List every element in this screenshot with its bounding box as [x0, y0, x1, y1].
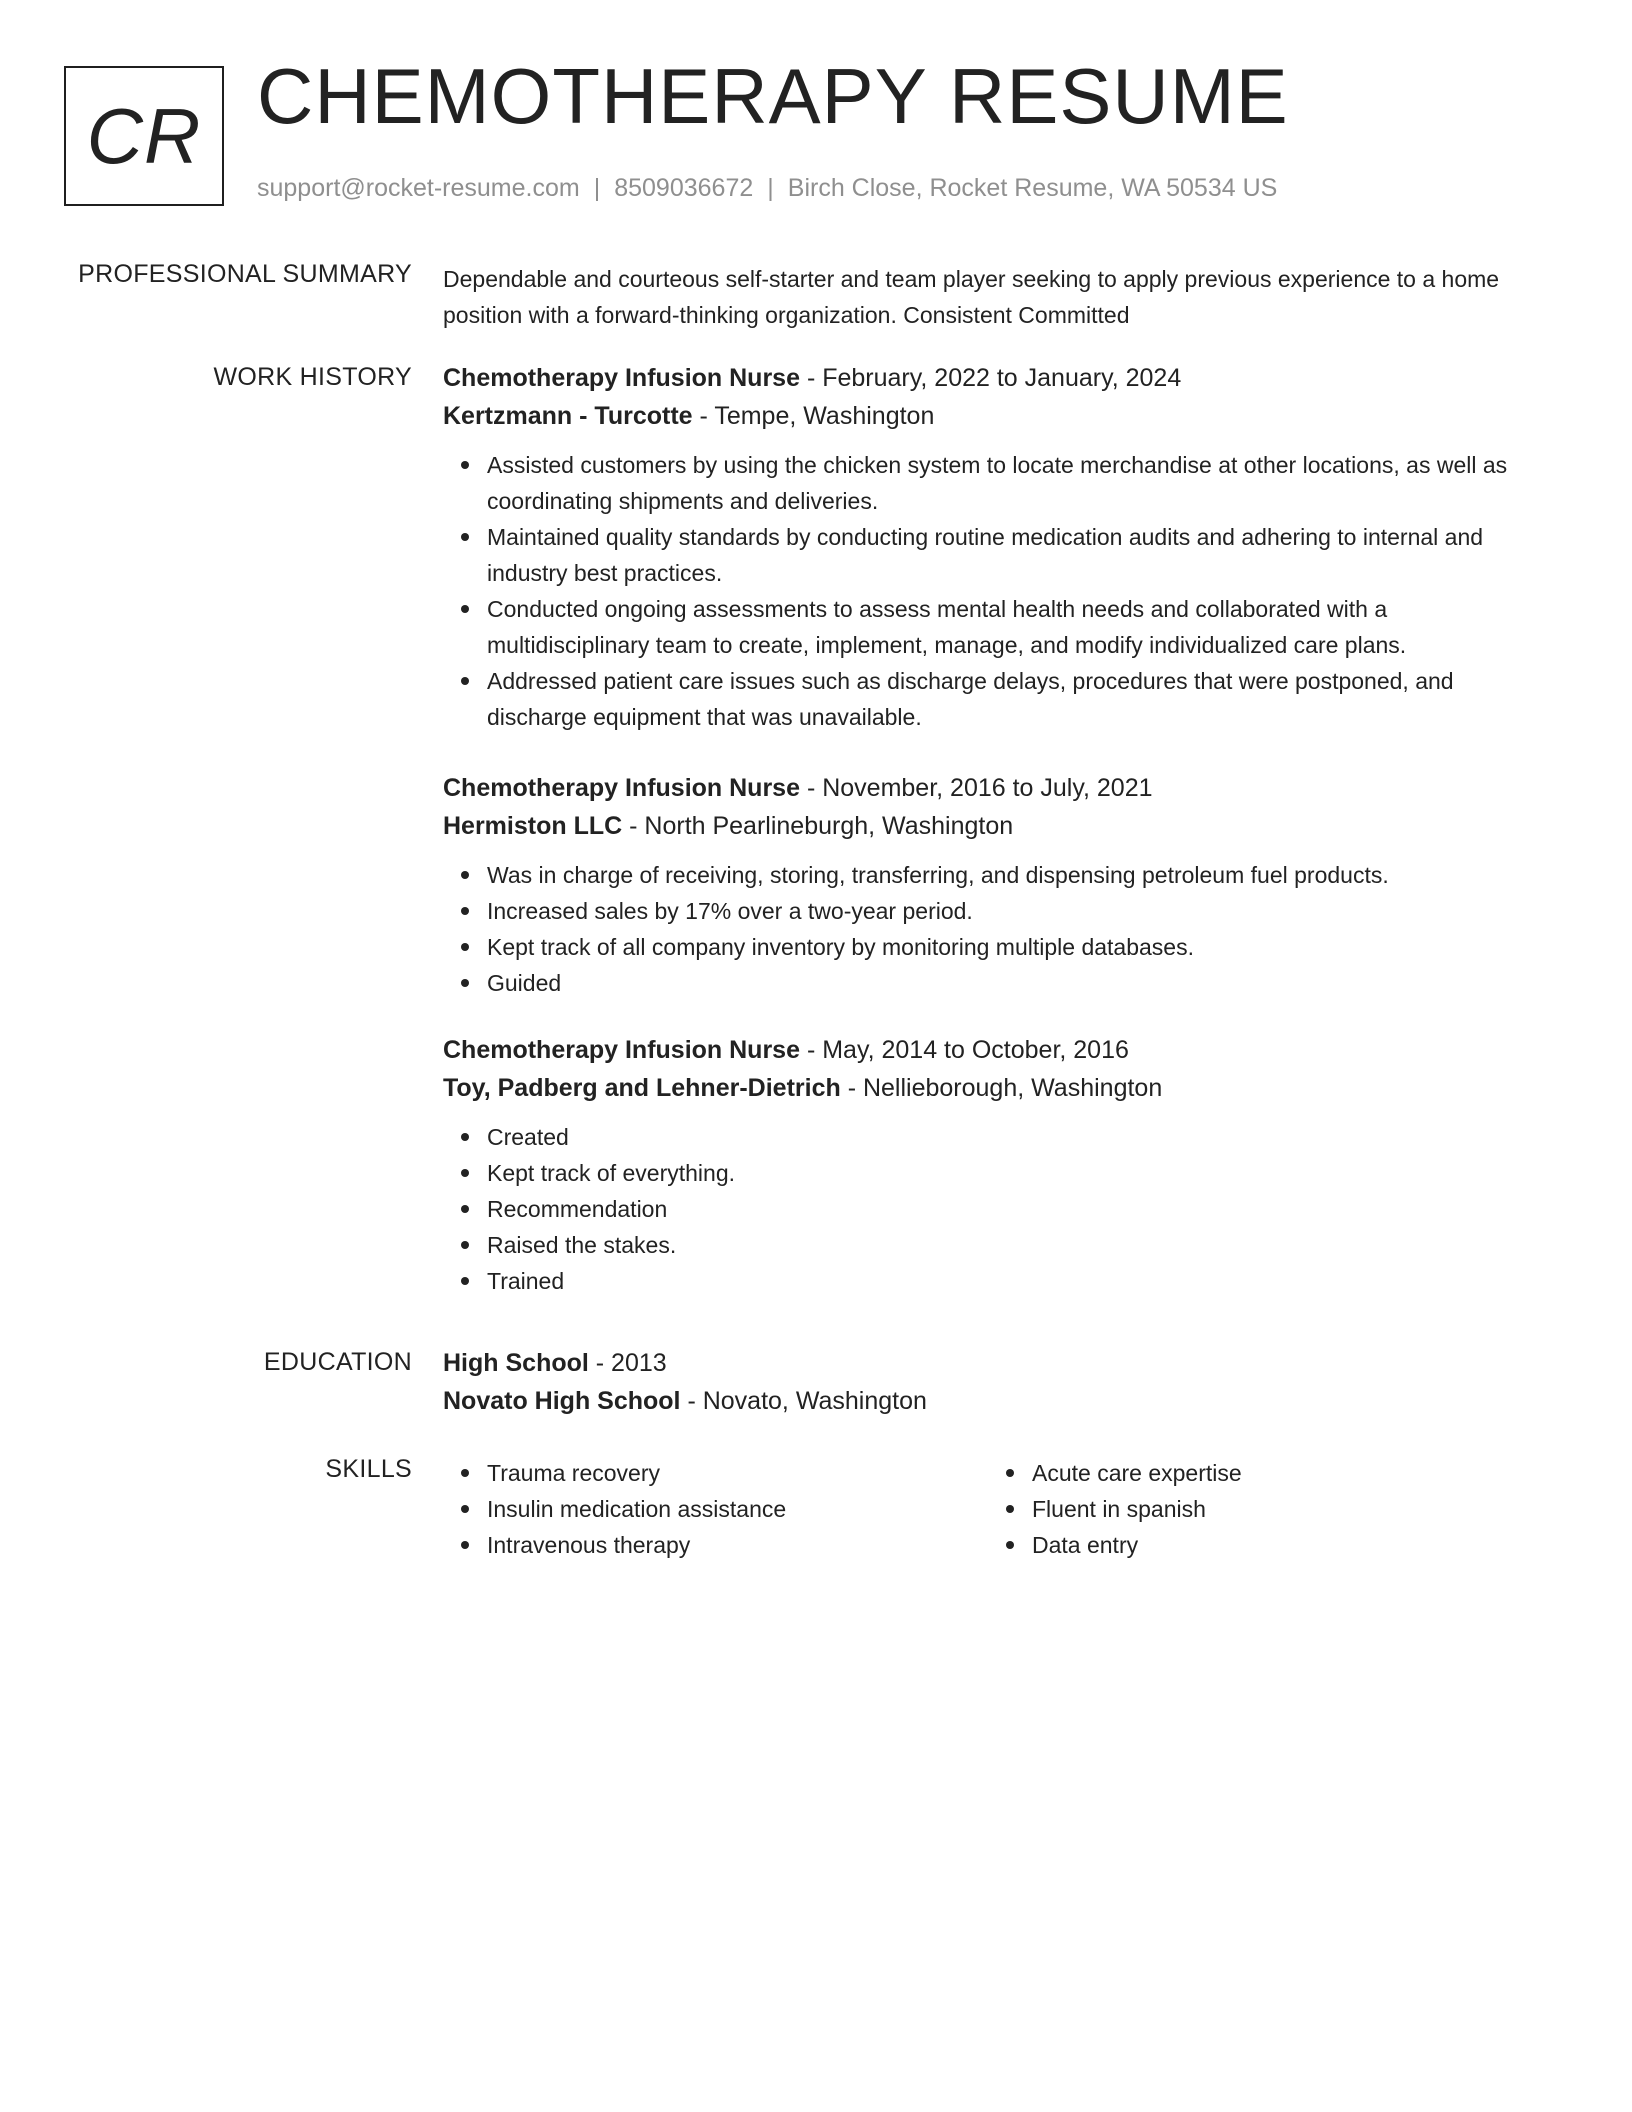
skill-item: Trauma recovery	[487, 1455, 988, 1491]
monogram-logo: CR	[64, 66, 224, 206]
skill-item: Data entry	[1032, 1527, 1528, 1563]
company-location: - Nellieborough, Washington	[840, 1074, 1163, 1102]
contact-line	[257, 174, 1277, 203]
list-item: Conducted ongoing assessments to assess mental health needs and collaborated with a multidisciplinary team to create, implement, manage, and modify individualized care plans.	[487, 591, 1525, 663]
job-bullets	[443, 857, 1525, 1001]
resume-title: CHEMOTHERAPY RESUME	[257, 52, 1289, 140]
contact-phone: 8509036672	[614, 174, 754, 202]
job-title: Chemotherapy Infusion Nurse	[443, 774, 800, 802]
school-line	[443, 1382, 1525, 1420]
school-location: - Novato, Washington	[680, 1387, 927, 1415]
list-item: Guided	[487, 965, 1525, 1001]
section-label-education: EDUCATION	[263, 1348, 412, 1376]
skills-column-1	[443, 1455, 988, 1563]
skill-item: Intravenous therapy	[487, 1527, 988, 1563]
graduation-year: - 2013	[588, 1349, 667, 1377]
job-bullets	[443, 1119, 1525, 1299]
company-line	[443, 397, 1525, 435]
degree-line	[443, 1344, 1525, 1382]
job-entry	[443, 359, 1525, 735]
company-name: Kertzmann - Turcotte	[443, 402, 693, 430]
job-title: Chemotherapy Infusion Nurse	[443, 364, 800, 392]
list-item: Increased sales by 17% over a two-year period.	[487, 893, 1525, 929]
skills-column-2	[988, 1455, 1528, 1563]
list-item: Addressed patient care issues such as discharge delays, procedures that were postponed, and discharge equipment that was unavailable.	[487, 663, 1525, 735]
list-item: Trained	[487, 1263, 1525, 1299]
skill-item: Fluent in spanish	[1032, 1491, 1528, 1527]
job-bullets	[443, 447, 1525, 735]
school-name: Novato High School	[443, 1387, 681, 1415]
company-line	[443, 807, 1525, 845]
job-title-line	[443, 1031, 1525, 1069]
skills-body	[443, 1455, 1525, 1563]
skill-item: Acute care expertise	[1032, 1455, 1528, 1491]
job-dates: - November, 2016 to July, 2021	[800, 774, 1153, 802]
contact-separator: |	[767, 174, 774, 202]
list-item: Raised the stakes.	[487, 1227, 1525, 1263]
contact-email: support@rocket-resume.com	[257, 174, 580, 202]
job-title-line	[443, 769, 1525, 807]
work-history-body	[443, 359, 1525, 1299]
job-dates: - May, 2014 to October, 2016	[800, 1036, 1129, 1064]
list-item: Created	[487, 1119, 1525, 1155]
degree: High School	[443, 1349, 589, 1377]
section-label-summary: PROFESSIONAL SUMMARY	[78, 260, 412, 288]
skills-grid	[443, 1455, 1525, 1563]
education-body	[443, 1344, 1525, 1420]
section-label-work-history: WORK HISTORY	[213, 363, 412, 391]
job-title: Chemotherapy Infusion Nurse	[443, 1036, 800, 1064]
contact-separator: |	[593, 174, 601, 202]
summary-text: Dependable and courteous self-starter and team player seeking to apply previous experience to a home position with a forward-thinking organization. Consistent Committed	[443, 266, 1500, 328]
list-item: Kept track of all company inventory by monitoring multiple databases.	[487, 929, 1525, 965]
job-dates: - February, 2022 to January, 2024	[800, 364, 1182, 392]
list-item: Was in charge of receiving, storing, transferring, and dispensing petroleum fuel products.	[487, 857, 1525, 893]
company-location: - North Pearlineburgh, Washington	[622, 812, 1014, 840]
job-entry	[443, 769, 1525, 1001]
company-name: Toy, Padberg and Lehner-Dietrich	[443, 1074, 841, 1102]
skill-item: Insulin medication assistance	[487, 1491, 988, 1527]
list-item: Maintained quality standards by conducting routine medication audits and adhering to internal and industry best practices.	[487, 519, 1525, 591]
company-location: - Tempe, Washington	[692, 402, 935, 430]
company-line	[443, 1069, 1525, 1107]
summary-body	[443, 261, 1525, 333]
company-name: Hermiston LLC	[443, 812, 623, 840]
section-label-skills: SKILLS	[325, 1455, 412, 1483]
list-item: Recommendation	[487, 1191, 1525, 1227]
list-item: Assisted customers by using the chicken system to locate merchandise at other locations, as well as coordinating shipments and deliveries.	[487, 447, 1525, 519]
job-entry	[443, 1031, 1525, 1299]
list-item: Kept track of everything.	[487, 1155, 1525, 1191]
contact-address: Birch Close, Rocket Resume, WA 50534 US	[787, 174, 1278, 202]
job-title-line	[443, 359, 1525, 397]
